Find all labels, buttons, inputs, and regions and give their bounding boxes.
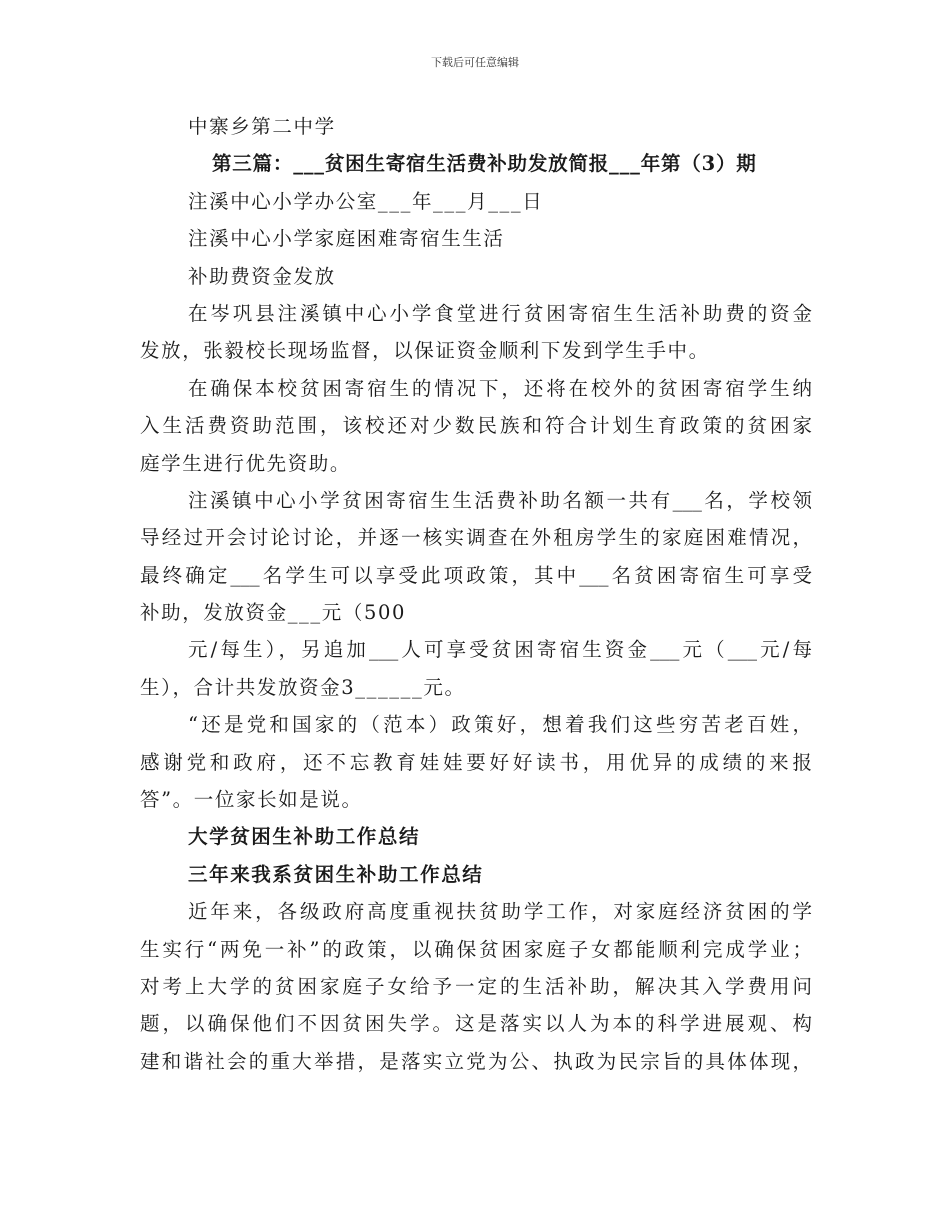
paragraph-1-line-1: 在岑巩县注溪镇中心小学食堂进行贫困寄宿生生活补助费的资金: [188, 301, 812, 325]
quote-line-1: “还是党和国家的（范本）政策好，想着我们这些穷苦老百姓，: [188, 713, 812, 737]
article-title: 第三篇：___贫困生寄宿生活费补助发放简报___年第（3）期: [212, 152, 757, 176]
paragraph-5-line-4: 题，以确保他们不因贫困失学。这是落实以人为本的科学进展观、构: [140, 1012, 812, 1036]
document-body: [140, 108, 812, 1080]
paragraph-5-line-2: 生实行“两免一补”的政策，以确保贫困家庭子女都能顺利完成学业；: [140, 937, 812, 961]
paragraph-2-line-2: 入生活费资助范围，该校还对少数民族和符合计划生育政策的贫困家: [140, 414, 812, 438]
paragraph-3-line-3: 最终确定___名学生可以享受此项政策，其中___名贫困寄宿生可享受: [140, 563, 812, 587]
section-heading-2: 三年来我系贫困生补助工作总结: [188, 862, 484, 886]
page-header-note: 下载后可任意编辑: [431, 56, 519, 69]
quote-line-3: 答”。一位家长如是说。: [140, 788, 363, 812]
quote-line-2: 感谢党和政府，还不忘教育娃娃要好好读书，用优异的成绩的来报: [140, 750, 812, 774]
paragraph-3-line-1: 注溪镇中心小学贫困寄宿生生活费补助名额一共有___名，学校领: [188, 488, 812, 512]
school-name: 中寨乡第二中学: [188, 115, 336, 138]
paragraph-4-line-2: 生），合计共发放资金3______元。: [140, 675, 466, 699]
paragraph-5-line-3: 对考上大学的贫困家庭子女给予一定的生活补助，解决其入学费用问: [140, 974, 812, 998]
section-heading-1: 大学贫困生补助工作总结: [188, 825, 421, 849]
paragraph-5-line-5: 建和谐社会的重大举措，是落实立党为公、执政为民宗旨的具体体现，: [140, 1049, 812, 1073]
office-date-line: 注溪中心小学办公室___年___月___日: [188, 189, 544, 213]
paragraph-1-line-2: 发放，张毅校长现场监督，以保证资金顺利下发到学生手中。: [140, 339, 710, 363]
paragraph-4-line-1: 元/每生），另追加___人可享受贫困寄宿生资金___元（___元/每: [188, 638, 812, 662]
paragraph-2-line-3: 庭学生进行优先资助。: [140, 451, 352, 475]
paragraph-3-line-4: 补助，发放资金___元（500: [140, 601, 406, 625]
paragraph-5-line-1: 近年来，各级政府高度重视扶贫助学工作，对家庭经济贫困的学: [188, 900, 812, 924]
subheading-line-2: 补助费资金发放: [188, 264, 336, 288]
paragraph-2-line-1: 在确保本校贫困寄宿生的情况下，还将在校外的贫困寄宿学生纳: [188, 376, 812, 400]
paragraph-3-line-2: 导经过开会讨论讨论，并逐一核实调查在外租房学生的家庭困难情况，: [140, 526, 812, 550]
subheading-line-1: 注溪中心小学家庭困难寄宿生生活: [188, 227, 505, 251]
